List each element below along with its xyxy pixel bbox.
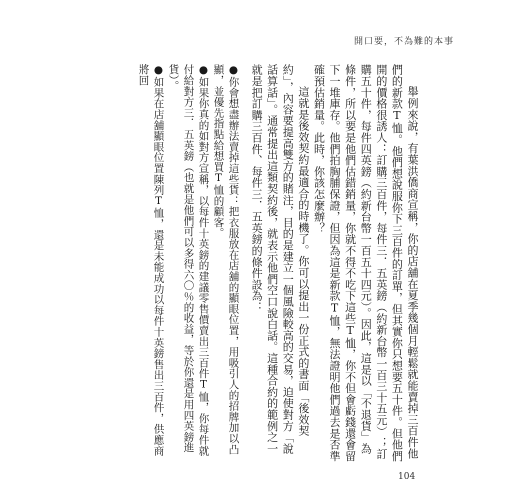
list-item-text: 如果你真的如對方宣稱，以每件十英鎊的建議零售價賣出三百件T恤，你每件就付給對方三．五英鎊（也就是他們可以多得六〇％的收益，等於你還是用四英鎊進貨）。 (167, 64, 210, 456)
bullet-icon: ● (197, 64, 210, 77)
list-item (165, 64, 210, 462)
list-item (135, 64, 165, 462)
bullet-icon: ● (227, 64, 240, 77)
bullet-icon: ● (152, 64, 165, 77)
bullet-list (135, 64, 240, 462)
running-header: 開口要，不為難的本事 (353, 37, 454, 47)
list-item-text: 你會想盡辦法賣掉這些貨：把衣服放在店舖的顯眼位置，用吸引人的招牌加以凸顯，並優先指點給想買T恤的顧客。 (212, 64, 240, 455)
body-text (100, 64, 420, 462)
list-item (210, 64, 240, 462)
list-item-text: 如果在店舖顯眼位置陳列T恤，還是未能成功以每件十英鎊售出三百件，供應商將回 (137, 64, 165, 456)
body-paragraph: 舉例來說，有葉洪僑商宣稱，你的店舖在夏季幾個月輕鬆就能賣掉三百件他們的新款T恤。他們想說服你下三百件的訂單，但其實你只想要五十件。但他們開的價格很誘人：訂購三百件，每件三．五英鎊（約新台幣一百三十五元）；訂購五十件，每件四英鎊（約新台幣一百五十四元）。因此，這是以「不退貨」為條件，所以要是他們估錯銷量，你就不得不吃下這些T恤，你不但會虧錢還會留下一堆庫存。他們拍胸脯保證，但因為這是新款T恤，無法證明他們過去是否準確預估銷量。此時，你該怎麼辦？ (312, 64, 419, 462)
page-number: 104 (398, 472, 416, 482)
body-paragraph: 這就是後效契約最適合的時機了。你可以提出一份正式的書面「後效契約」，內容要提高雙方的賭注，目的是建立一個風險較高的交易，迫使對方「說話算話」。通常提出這類契約後，就表示他們空口說白話。這種合約的範例之一就是把訂購三百件、每件三．五英鎊的條件設為： (250, 64, 310, 454)
